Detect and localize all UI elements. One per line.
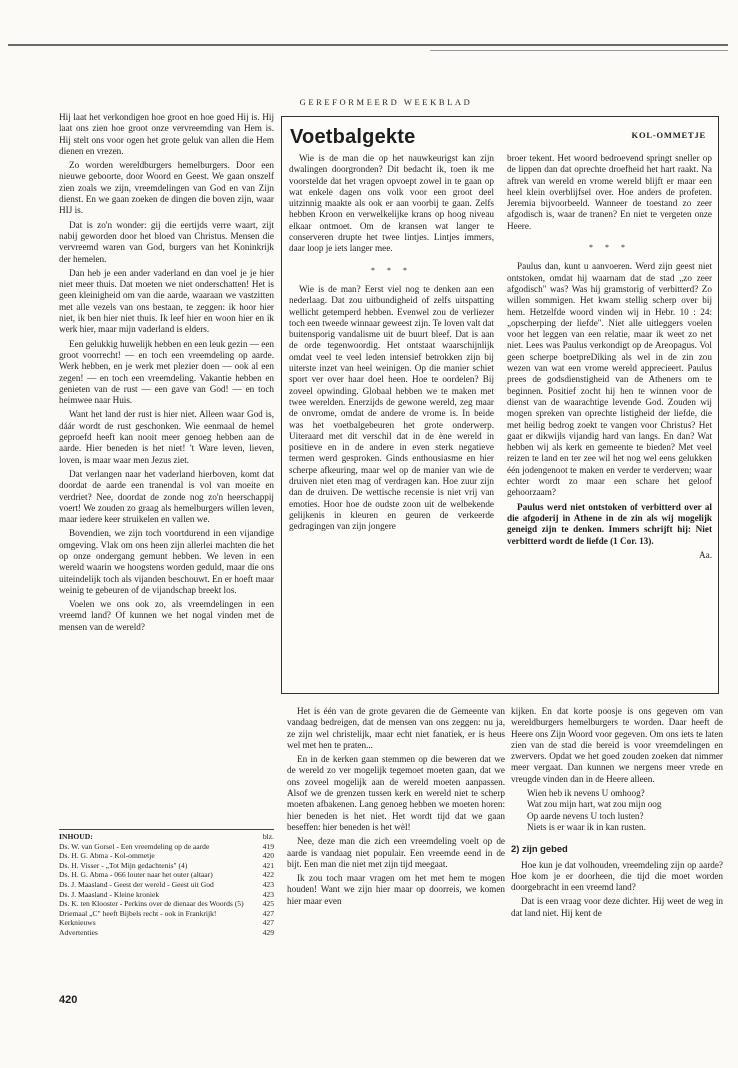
toc-title: Ds. J. Maasland - Kleine kroniek	[59, 889, 160, 899]
toc-row	[59, 890, 274, 900]
poem-line: Op aarde nevens U toch lusten?	[527, 810, 644, 821]
toc-title: Ds. H. G. Abma - Kol-ommetje	[59, 851, 155, 861]
box-column-1	[289, 153, 494, 536]
paragraph: Dan heb je een ander vaderland en dan voel je je hier niet meer thuis. Dat moeten we niet onderschatten! Het is geen kleinigheid om van die aarde, waaraan we vastzitten met alle vezels van ons bestaan, te zeggen: ik hoor hier niet, ik ben hier niet thuis. Ik leef hier en woon hier en ik werk hier, maar mijn vaderland is elders.	[59, 267, 274, 335]
paragraph: Dat is een vraag voor deze dichter. Hij weet de weg in dat land niet. Hij kent de	[511, 896, 723, 918]
right-column	[511, 706, 723, 922]
toc-row	[59, 851, 274, 861]
column-box	[281, 116, 719, 694]
paragraph: Een gelukkig huwelijk hebben en een leuk gezin — een groot voorrecht! — en toch een vreemdeling op aarde. Werk hebben, en je werk met plezier doen — ook al een zegen! — en toch een vreemdeling. Vakantie hebben en genieten van de rust — een gave van God! — en toch heimwee naar Huis.	[59, 338, 274, 406]
toc-row	[59, 870, 274, 880]
toc-row	[59, 918, 274, 928]
toc-row	[59, 861, 274, 871]
box-title: Voetbalgekte	[290, 126, 416, 148]
toc-title: Ds. H. G. Abma - 066 louter naar het outer (altaar)	[59, 870, 213, 880]
paragraph: Hoe kun je dat volhouden, vreemdeling zijn op aarde? Hoe kom je er doorheen, die tijd die moet worden doorgebracht in een vreemd land?	[511, 859, 723, 893]
table-of-contents	[59, 829, 274, 938]
box-tag: KOL-OMMETJE	[631, 130, 706, 140]
paragraph: Paulus werd niet ontstoken of verbitterd over al die afgoderij in Athene in de zin als wij mogelijk geneigd zijn te denken. Immers schrijft hij: Niet verbitterd wordt de liefde (1 Cor. 13).	[507, 501, 712, 546]
section-divider: * * *	[371, 265, 412, 275]
paragraph: Dat is zo'n wonder: gij die eertijds verre waart, zijt nabij geworden door het bloed van Christus. Mensen die vervreemd waren van God, burgers van het Koninkrijk der hemelen.	[59, 219, 274, 264]
paragraph: broer tekent. Het woord bedroevend springt sneller op de lippen dan dat oprechte droefheid het hart raakt. Na aftrek van wereld en vrome wereld blijft er maar een heel klein overblijfsel over. Hoe anders de profeten. Jeremia bijvoorbeeld. Wanneer de toestand zo zeer afgodisch is, waar de tranen? En niet te vergeten onze Heere.	[507, 153, 712, 231]
toc-page: 420	[262, 851, 274, 861]
middle-column	[287, 706, 505, 910]
toc-heading: INHOUD:	[59, 832, 93, 841]
poem-line: Wat zou mijn hart, wat zou mijn oog	[527, 799, 662, 810]
box-column-2	[507, 153, 712, 564]
paragraph: Het is één van de grote gevaren die de Gemeente van vandaag bedreigen, dat de mensen van ons zeggen: nu ja, ze zijn wel christelijk, maar echt niet fanatiek, er is heus wel met hen te praten...	[287, 706, 505, 750]
toc-page: 423	[262, 889, 274, 899]
toc-row	[59, 842, 274, 852]
toc-title: Kerknieuws	[59, 918, 96, 928]
paragraph: Nee, deze man die zich een vreemdeling voelt op de aarde is vandaag niet populair. Een vreemde eend in de bijt. Een man die niet met zijn tijd meegaat.	[287, 836, 505, 869]
paragraph: Wie is de man? Eerst viel nog te denken aan een nederlaag. Dat zou uitbundigheid of zelfs uitspatting wellicht getemperd hebben. Evenwel zou de verliezer toch een tweede winnaar geweest zijn. Te loven valt dat buitensporig vandalisme uit de buurt bleef. Dat is aan de orde tegenwoordig. Het ontstaat waarschijnlijk omdat veel te veel leden intensief betrokken zijn bij uiterste inzet van heel weinigen. Op die manier schiet sport ver over haar doel heen. Hoe te oordelen? Bij zoveel opwinding. Globaal hebben we te maken met twee werelden. Enerzijds de gewone wereld, zeg maar de onvrome, omdat de andere de vrome is. In beide was het voetbalgebeuren het grote onderwerp. Uiteraard met dit verschil dat in de ène wereld in positieve en in de andere in even sterk negatieve termen werd gesproken. Ginds enthousiasme en hier scherpe afkeuring, maar wel op de manier van wie de druiven niet eten mag of verdragen kan. Hoe zuur zijn dan de druiven. De wettische recensie is niet vrij van emoties. Hoor hoe de oudste zoon uit de welbekende gelijkenis in kleuren en geuren de verkeerde gedragingen van zijn jongere	[289, 283, 494, 532]
toc-page: 419	[262, 841, 274, 851]
subheading: 2) zijn gebed	[511, 843, 568, 855]
toc-title: Advertenties	[59, 927, 98, 937]
toc-row	[59, 880, 274, 890]
toc-page: 429	[262, 927, 274, 937]
paragraph: Dat verlangen naar het vaderland hierboven, komt dat doordat de aarde een tranendal is vol van moeite en verdriet? Nee, doordat de zonde nog zo'n heerschappij voert! We zouden zo graag als hemelburgers willen leven, maar iedere keer struikelen en vallen we.	[59, 468, 274, 525]
paragraph: Voelen we ons ook zo, als vreemdelingen in een vreemd land? Of kunnen we het nogal vinden met de mensen van de wereld?	[59, 599, 274, 632]
toc-page: 427	[262, 918, 274, 928]
paragraph: Bovendien, we zijn toch voortdurend in een vijandige omgeving. Vlak om ons heen zijn allerlei machten die het op onze ondergang gemunt hebben. We leven in een wereld waarin we hoogstens worden geduld, maar die ons uiteindelijk toch als vijanden beschouwt. En er hoeft maar weinig te gebeuren of de vijandschap breekt los.	[59, 528, 274, 595]
poem	[511, 788, 723, 833]
toc-page: 425	[262, 899, 274, 909]
signature: Aa.	[698, 549, 712, 560]
toc-page: 423	[262, 879, 274, 889]
section-divider: * * *	[589, 243, 630, 253]
toc-row	[59, 928, 274, 938]
toc-title: Ds. H. Visser - „Tot Mijn gedachtenis" (4)	[59, 860, 188, 870]
toc-header	[59, 829, 274, 842]
top-rule	[8, 44, 728, 46]
paragraph: Zo worden wereldburgers hemelburgers. Door een nieuwe geboorte, door Woord en Geest. We gaan onszelf zien zoals we zijn, vreemdelingen van God en van Zijn dienst. En we gaan zoeken de dingen die boven zijn, waar HIJ is.	[59, 160, 274, 216]
poem-line: Niets is er waar ik in kan rusten.	[527, 821, 646, 832]
paragraph: En in de kerken gaan stemmen op die beweren dat we de wereld zo ver mogelijk tegemoet moeten gaan, dat we ons zoveel mogelijk aan de wereld moeten aanpassen. Alsof we de grenzen tussen kerk en wereld niet te scherp moeten afbakenen. Lang genoeg hebben we moeten horen: hier beneden is het niet. Het wordt tijd dat we gaan beseffen: hier beneden is het wèl!	[287, 754, 505, 832]
toc-title: Ds. W. van Gorsel - Een vreemdeling op de aarde	[59, 841, 210, 851]
toc-page: 422	[262, 870, 274, 880]
poem-line: Wien heb ik nevens U omhoog?	[527, 788, 645, 799]
toc-title: Ds. K. ten Klooster - Perkins over de dienaar des Woords (5)	[59, 899, 244, 909]
toc-title: Driemaal „C" heeft Bijbels recht - ook in Frankrijk!	[59, 908, 217, 918]
left-column	[59, 112, 274, 636]
paragraph: Hij laat het verkondigen hoe groot en hoe goed Hij is. Hij laat ons zien hoe groot onze vervreemding van Hem is. Hij stelt ons voor ogen het grote geluk van allen die Hem dienen en vrezen.	[59, 112, 274, 156]
masthead: GEREFORMEERD WEEKBLAD	[299, 97, 473, 107]
paragraph: Want het land der rust is hier niet. Alleen waar God is, dáár wordt de rust geschonken. Wie eenmaal de hemel geproefd heeft kan nooit meer genoeg hebben aan de aarde. Hier beneden is het niet! 't Ware leven, lieven, loven, is maar waar men Jezus ziet.	[59, 409, 274, 465]
toc-page: 427	[262, 908, 274, 918]
paragraph: Paulus dan, kunt u aanvoeren. Werd zijn geest niet ontstoken, omdat hij waarnam dat de stad „zo zeer afgodisch" was? Was hij gramstorig of verbitterd? Zo willen sommigen. Het kwam stellig scherp over bij hem. Hetzelfde woord vinden wij in Hebr. 10 : 24: „opscherping der liefde". Niet alle uitleggers voelen voor het leggen van een relatie, maar ik weet zo net niet. Lees was Paulus verkondigt op de Areopagus. Vol geen scherpe boetpreDiking als wel in de zin zou wezen van wat een vrome wereld apprecieert. Paulus prees de godsdienstigheid van de Atheners om te beginnen. Positief zocht hij hen te winnen voor de dienst van de waarachtige levende God. Zouden wij mogen spreken van oprechte listigheid der liefde, die met heilig bedrog zoekt te vangen voor Christus? Het gaat er dikwijls vijandig hard van langs. En dan? Wat hebben wij als kerk en gemeente te bieden? Met veel reizen te land en ter zee wil het nog wel eens gelukken één jodengenoot te maken en verder te verderven; waar echter wordt zo maar een schare het geloof gehoorzaam?	[507, 261, 712, 498]
page-number: 420	[59, 994, 78, 1006]
top-rule-secondary	[430, 50, 728, 51]
paragraph: Ik zou toch maar vragen om het met hem te mogen houden! Want we zijn hier maar op doorreis, we komen hier maar even	[287, 873, 505, 906]
toc-row	[59, 909, 274, 919]
paragraph: Wie is de man die op het nauwkeurigst kan zijn dwalingen doorgronden? Dit bedacht ik, toen ik me voorstelde dat het vragen opvoept zowel in te gaan op wat enkele dagen ons volk voor een groot deel uitzinnig maakte als ook er aan voorbij te gaan. Zelfs hebben Kroon en verwelkelijke krans op hoog niveau elkaar ontmoet. Om de kransen wat langer te conserveren drupte het twee lintjes. Lintjes immers, daar loop je iets langer mee.	[289, 153, 494, 254]
toc-page: 421	[262, 860, 274, 870]
toc-page-label: blz.	[262, 832, 274, 841]
toc-title: Ds. J. Maasland - Geest der wereld - Geest uit God	[59, 879, 214, 889]
toc-row	[59, 899, 274, 909]
paragraph: kijken. En dat korte poosje is ons gegeven om van wereldburgers hemelburgers te worden. Daar heeft de Heere ons Zijn Woord voor gegeven. Om ons iets te laten zien van de stad die bereid is voor vreemdelingen en zwervers. Opdat we het goed zouden zoeken dat nimmer meer vergaat. Dan kunnen we nergens meer vrede en vreugde vinden dan in de Heere alleen.	[511, 706, 723, 784]
